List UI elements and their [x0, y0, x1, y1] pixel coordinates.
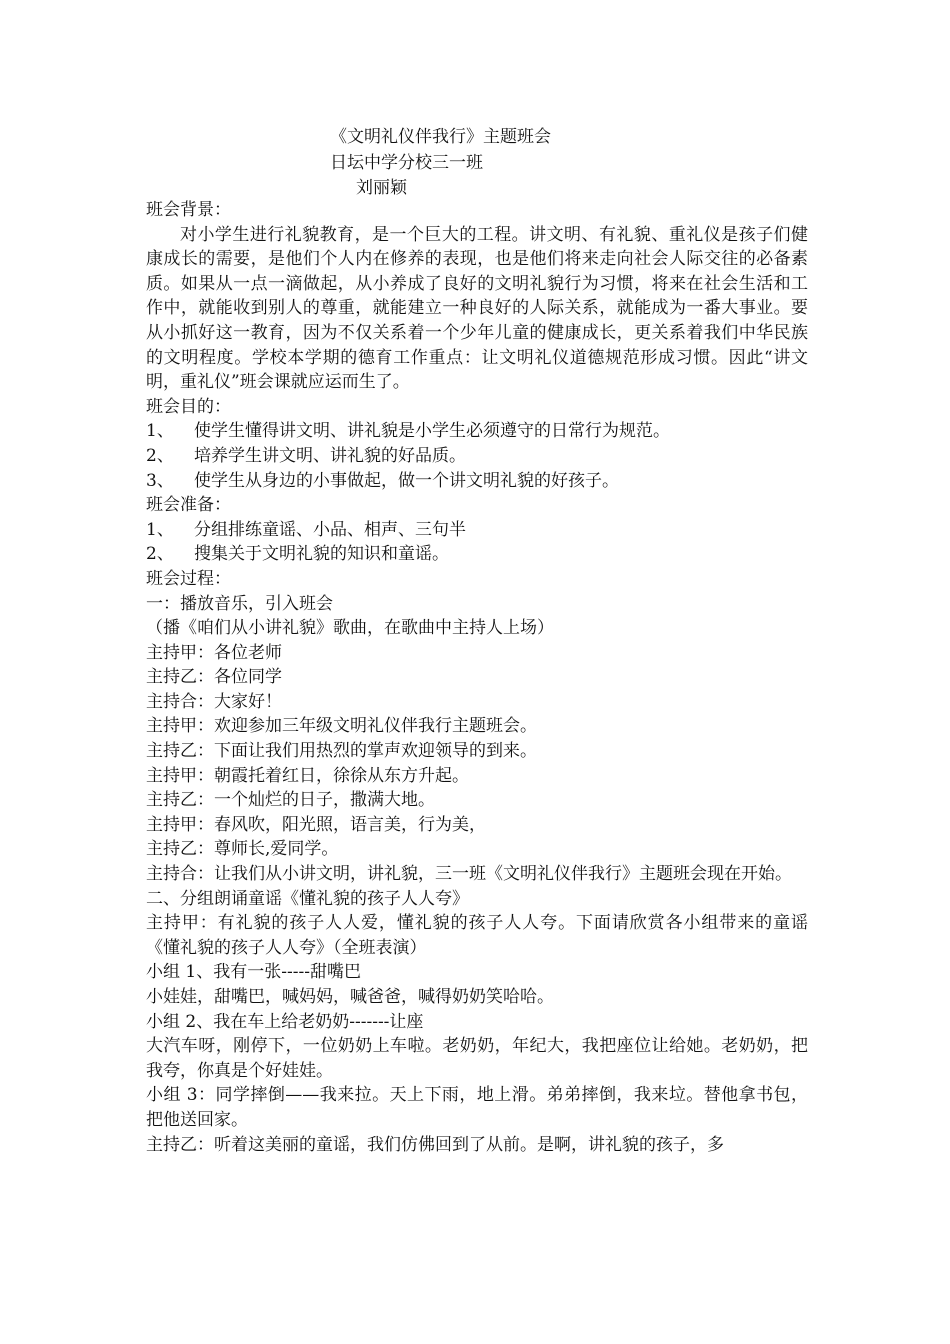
item-number: 1、 [146, 519, 174, 540]
numbered-item [146, 518, 808, 543]
paragraph: 主持甲：有礼貌的孩子人人爱，懂礼貌的孩子人人夸。下面请欣赏各小组带来的童谣《懂礼貌的孩子人人夸》（全班表演） [146, 913, 808, 958]
paragraph: （播《咱们从小讲礼貌》歌曲，在歌曲中主持人上场） [146, 618, 554, 639]
paragraph: 主持甲：朝霞托着红日，徐徐从东方升起。 [146, 765, 469, 786]
item-text: 培养学生讲文明、讲礼貌的好品质。 [194, 445, 466, 466]
section-heading: 班会过程： [146, 568, 231, 589]
item-number: 3、 [146, 470, 174, 491]
section-heading: 班会目的： [146, 396, 231, 417]
paragraph: 一：播放音乐，引入班会 [146, 593, 333, 614]
section-heading: 班会背景： [146, 200, 231, 220]
item-text: 分组排练童谣、小品、相声、三句半 [194, 519, 466, 540]
item-text: 使学生懂得讲文明、讲礼貌是小学生必须遵守的日常行为规范。 [194, 421, 670, 442]
school-class: 日坛中学分校三一班 [330, 153, 483, 173]
item-text: 使学生从身边的小事做起，做一个讲文明礼貌的好孩子。 [194, 470, 619, 491]
paragraph: 对小学生进行礼貌教育，是一个巨大的工程。讲文明、有礼貌、重礼仪是孩子们健康成长的需要，是他们个人内在修养的表现，也是他们将来走向社会人际交往的必备素质。如果从一点一滴做起，从小养成了良好的文明礼貌行为习惯，将来在社会生活和工作中，就能收到别人的尊重，就能建立一种良好的人际关系，就能成为一番大事业。要从小抓好这一教育，因为不仅关系着一个少年儿童的健康成长，更关系着我们中华民族的文明程度。学校本学期的德育工作重点：让文明礼仪道德规范形成习惯。因此“讲文明，重礼仪”班会课就应运而生了。 [146, 224, 808, 393]
paragraph: 主持甲：春风吹，阳光照，语言美，行为美， [146, 814, 486, 835]
item-text: 搜集关于文明礼貌的知识和童谣。 [194, 544, 449, 565]
paragraph: 主持乙：一个灿烂的日子，撒满大地。 [146, 790, 435, 811]
paragraph: 小组 2、我在车上给老奶奶-------让座 [146, 1011, 424, 1032]
paragraph: 大汽车呀，刚停下，一位奶奶上车啦。老奶奶，年纪大，我把座位让给她。老奶奶，把我夸，你真是个好娃娃。 [146, 1036, 808, 1081]
numbered-item [146, 419, 808, 444]
paragraph: 主持乙：尊师长,爱同学。 [146, 839, 339, 860]
paragraph: 主持乙：各位同学 [146, 667, 282, 688]
paragraph: 主持甲：各位老师 [146, 642, 282, 663]
author-name: 刘丽颖 [356, 178, 407, 198]
item-number: 2、 [146, 445, 174, 466]
paragraph: 小娃娃，甜嘴巴，喊妈妈，喊爸爸，喊得奶奶笑哈哈。 [146, 987, 554, 1007]
paragraph: 主持甲：欢迎参加三年级文明礼仪伴我行主题班会。 [146, 716, 537, 737]
item-number: 2、 [146, 544, 174, 565]
section-heading: 班会准备： [146, 495, 231, 516]
numbered-item [146, 542, 808, 567]
paragraph: 小组 1、我有一张-----甜嘴巴 [146, 962, 361, 983]
numbered-item [146, 469, 808, 494]
paragraph: 主持合：让我们从小讲文明，讲礼貌，三一班《文明礼仪伴我行》主题班会现在开始。 [146, 864, 792, 885]
paragraph: 小组 3：同学摔倒——我来拉。天上下雨，地上滑。弟弟摔倒，我来垃。替他拿书包，把他送回家。 [146, 1085, 808, 1130]
paragraph: 二、分组朗诵童谣《懂礼貌的孩子人人夸》 [146, 888, 469, 909]
item-number: 1、 [146, 421, 174, 442]
numbered-item [146, 444, 808, 469]
paragraph: 主持合：大家好！ [146, 691, 282, 712]
document-title: 《文明礼仪伴我行》主题班会 [330, 127, 551, 147]
paragraph: 主持乙：听着这美丽的童谣，我们仿佛回到了从前。是啊，讲礼貌的孩子，多 [146, 1134, 724, 1155]
document-body [146, 198, 808, 1157]
paragraph: 主持乙：下面让我们用热烈的掌声欢迎领导的到来。 [146, 741, 537, 762]
